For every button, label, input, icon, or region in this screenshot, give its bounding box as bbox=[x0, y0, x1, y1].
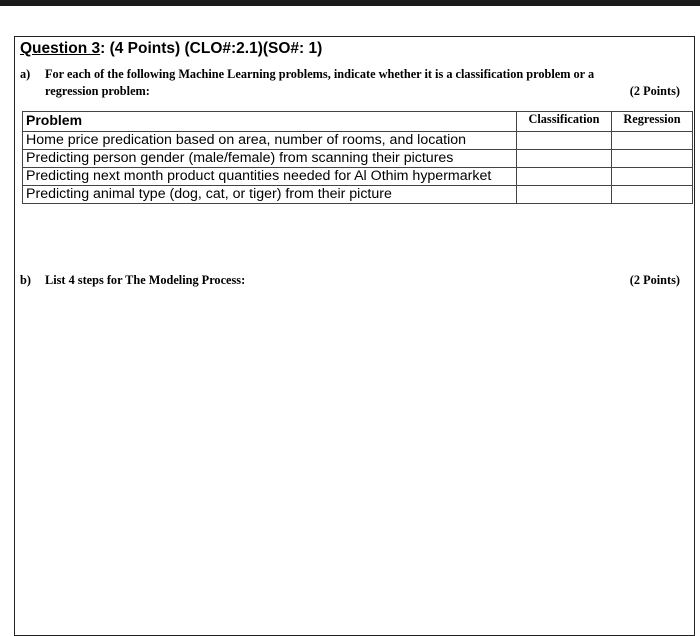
part-a-line2: regression problem: bbox=[45, 84, 150, 98]
header-classification: Classification bbox=[517, 112, 612, 132]
classification-answer-cell[interactable] bbox=[517, 132, 612, 150]
part-a-line1: For each of the following Machine Learning problems, indicate whether it is a classification problem or a bbox=[45, 67, 595, 81]
problem-cell: Predicting person gender (male/female) from scanning their pictures bbox=[23, 150, 517, 168]
regression-answer-cell[interactable] bbox=[612, 132, 693, 150]
part-b-text: List 4 steps for The Modeling Process: bbox=[45, 273, 246, 287]
problem-cell: Predicting animal type (dog, cat, or tiger) from their picture bbox=[23, 186, 517, 204]
table-row bbox=[23, 168, 693, 186]
part-a-letter: a) bbox=[20, 67, 31, 81]
regression-answer-cell[interactable] bbox=[612, 186, 693, 204]
regression-answer-cell[interactable] bbox=[612, 168, 693, 186]
header-problem: Problem bbox=[23, 112, 517, 132]
header-regression: Regression bbox=[612, 112, 693, 132]
part-a-points: (2 Points) bbox=[629, 84, 680, 98]
question-details: : (4 Points) (CLO#:2.1)(SO#: 1) bbox=[100, 40, 323, 57]
question-label: Question 3 bbox=[20, 40, 101, 57]
classification-answer-cell[interactable] bbox=[517, 186, 612, 204]
table-row bbox=[23, 150, 693, 168]
classification-answer-cell[interactable] bbox=[517, 168, 612, 186]
part-b-points: (2 Points) bbox=[629, 273, 680, 287]
classification-answer-cell[interactable] bbox=[517, 150, 612, 168]
part-b-letter: b) bbox=[20, 273, 31, 287]
table-header-row bbox=[23, 112, 693, 132]
problem-cell: Home price predication based on area, number of rooms, and location bbox=[23, 132, 517, 150]
question-heading bbox=[20, 40, 322, 58]
table-row bbox=[23, 132, 693, 150]
table-row bbox=[23, 186, 693, 204]
regression-answer-cell[interactable] bbox=[612, 150, 693, 168]
problem-cell: Predicting next month product quantities needed for Al Othim hypermarket bbox=[23, 168, 517, 186]
top-dark-bar bbox=[0, 0, 700, 6]
problems-table bbox=[22, 111, 693, 204]
